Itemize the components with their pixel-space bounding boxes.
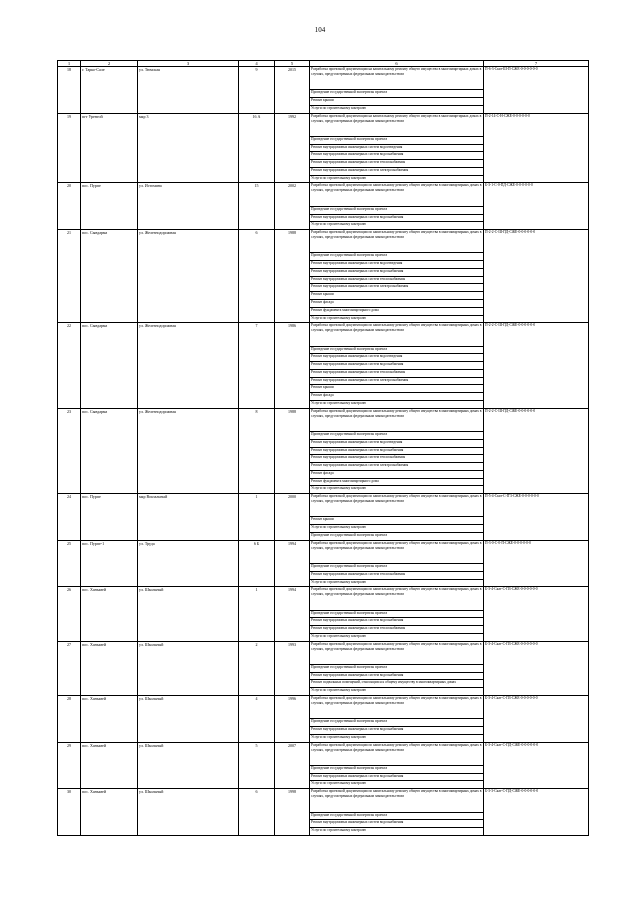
street-cell: ул. Истомина: [138, 183, 239, 230]
work-type-cell: Ремонт крыши: [310, 385, 484, 393]
work-type-cell: Ремонт внутридомовых инженерных систем водоснабжения: [310, 268, 484, 276]
work-type-cell: Разработка проектной документации на капитальному ремонту общего имущества в многоквартирных домах в случаях, предусмотренных федеральным законодательством: [310, 67, 484, 90]
house-number-cell: 1: [239, 587, 275, 641]
settlement-cell: пгт Уренгой: [81, 113, 138, 183]
house-number-cell: 1: [239, 494, 275, 541]
work-type-cell: Ремонт фундамента многоквартирного дома: [310, 307, 484, 315]
house-number-cell: 2: [239, 641, 275, 695]
work-type-cell: Услуги по строительному контролю: [310, 315, 484, 323]
work-type-cell: Разработка проектной документации по капитальному ремонту общего имущества в многоквартирных домах в случаях, предусмотренных федеральным законодательством: [310, 641, 484, 664]
column-number: 5: [275, 61, 310, 67]
work-type-cell: Ремонт внутридомовых инженерных систем электроснабжения: [310, 284, 484, 292]
work-type-cell: Услуги по строительному контролю: [310, 105, 484, 113]
settlement-cell: пос. Ханымей: [81, 641, 138, 695]
settlement-cell: пос. Сывдарма: [81, 408, 138, 493]
work-type-cell: Ремонт фасада: [310, 299, 484, 307]
year-cell: 2000: [275, 494, 310, 541]
column-number: 4: [239, 61, 275, 67]
street-cell: ул. Железнодорожная: [138, 230, 239, 323]
column-number: 7: [484, 61, 589, 67]
capital-repair-register-table: [57, 60, 588, 834]
table-row: [58, 494, 589, 517]
work-type-cell: Услуги по строительному контролю: [310, 828, 484, 836]
work-type-cell: Услуги по строительному контролю: [310, 781, 484, 789]
house-number-cell: 6: [239, 789, 275, 836]
work-type-cell: Ремонт внутридомовых инженерных систем водоснабжения: [310, 618, 484, 626]
work-type-cell: Услуги по строительному контролю: [310, 486, 484, 494]
work-type-cell: Проведение государственной экспертизы проекта: [310, 346, 484, 354]
work-type-cell: Услуги по строительному контролю: [310, 400, 484, 408]
work-type-cell: Разработка проектной документации по капитальному ремонту общего имущества в многоквартирных домах в случаях, предусмотренных федеральным законодательством: [310, 587, 484, 610]
row-number: 25: [58, 540, 81, 587]
settlement-cell: пос. Пурпе: [81, 183, 138, 230]
work-type-cell: Ремонт внутридомовых инженерных систем водоотведения: [310, 261, 484, 269]
street-cell: ул. Тюмская: [138, 67, 239, 114]
work-type-cell: Ремонт внутридомовых инженерных систем водоотведения: [310, 144, 484, 152]
work-type-cell: Ремонт крыши: [310, 98, 484, 106]
work-type-cell: Ремонт внутридомовых инженерных систем водоснабжения: [310, 214, 484, 222]
work-type-cell: Разработка проектной документации по капитальному ремонту общего имущества в многоквартирных домах в случаях, предусмотренных федеральным законодательством: [310, 183, 484, 206]
house-number-cell: 6 Б: [239, 540, 275, 587]
row-number: 30: [58, 789, 81, 836]
work-type-cell: Разработка проектной документации по капитальному ремонту общего имущества в многоквартирных домах в случаях, предусмотренных федеральным законодательством: [310, 323, 484, 346]
house-code-cell: П-2-2-С-Ш-ПД-СЖЕ-0-0-0-0-0-0: [484, 230, 589, 323]
house-code-cell: Б-3-1-С-0-ПД-СЖЕ-0-0-0-0-0-0: [484, 183, 589, 230]
house-code-cell: П-6-3-Скат-Ш-П-СЖЕ-0-0-0-0-0-0: [484, 67, 589, 114]
work-type-cell: Проведение государственной экспертизы проекта: [310, 431, 484, 439]
work-type-cell: Разработка проектной документации по капитальному ремонту общего имущества в многоквартирных домах в случаях, предусмотренных федеральным законодательством: [310, 742, 484, 765]
year-cell: 1996: [275, 696, 310, 743]
work-type-cell: Проведение государственной экспертизы проекта: [310, 719, 484, 727]
work-type-cell: Проведение государственной экспертизы проекта: [310, 765, 484, 773]
table-row: [58, 67, 589, 90]
year-cell: 1993: [275, 641, 310, 695]
work-type-cell: Ремонт подвальных помещений, относящихся к общему имуществу в многоквартирных домах: [310, 680, 484, 688]
work-type-cell: Ремонт внутридомовых инженерных систем электроснабжения: [310, 463, 484, 471]
work-type-cell: Проведение государственной экспертизы проекта: [310, 532, 484, 540]
house-code-cell: Б-3-4-Скат-С-ПЗ-СЖЕ-0-0-0-0-0-0: [484, 641, 589, 695]
table-row: [58, 742, 589, 765]
work-type-cell: Разработка проектной документации на капитальному ремонту общего имущества в многоквартирных домах в случаях, предусмотренных федеральным законодательством: [310, 113, 484, 136]
house-number-cell: 4: [239, 696, 275, 743]
row-number: 18: [58, 67, 81, 114]
table-row: [58, 587, 589, 610]
year-cell: 1988: [275, 230, 310, 323]
table-row: [58, 696, 589, 719]
work-type-cell: Разработка проектной документации по капитальному ремонту общего имущества в многоквартирных домах в случаях, предусмотренных федеральным законодательством: [310, 540, 484, 563]
work-type-cell: Услуги по строительному контролю: [310, 222, 484, 230]
row-number: 27: [58, 641, 81, 695]
row-number: 26: [58, 587, 81, 641]
column-number: 6: [310, 61, 484, 67]
house-number-cell: 7: [239, 323, 275, 408]
table-row: [58, 230, 589, 253]
work-type-cell: Услуги по строительному контролю: [310, 579, 484, 587]
year-cell: 1994: [275, 540, 310, 587]
work-type-cell: Ремонт внутридомовых инженерных систем водоснабжения: [310, 820, 484, 828]
table-row: [58, 641, 589, 664]
work-type-cell: Услуги по строительному контролю: [310, 734, 484, 742]
work-type-cell: Ремонт внутридомовых инженерных систем водоснабжения: [310, 447, 484, 455]
settlement-cell: пос. Пурпе: [81, 494, 138, 541]
work-type-cell: Ремонт внутридомовых инженерных систем теплоснабжения: [310, 369, 484, 377]
table-row: [58, 183, 589, 206]
house-number-cell: 9: [239, 67, 275, 114]
settlement-cell: пос. Сывдарма: [81, 323, 138, 408]
page-number: 104: [314, 26, 326, 34]
work-type-cell: Разработка проектной документации по капитальному ремонту общего имущества в многоквартирных домах в случаях, предусмотренных федеральным законодательством: [310, 408, 484, 431]
work-type-cell: Ремонт крыши: [310, 292, 484, 300]
work-type-cell: Ремонт внутридомовых инженерных систем электроснабжения: [310, 377, 484, 385]
work-type-cell: Ремонт внутридомовых инженерных систем теплоснабжения: [310, 626, 484, 634]
house-code-cell: Б-3-4-Скат-С-ПЗ-СЖЕ-0-0-0-0-0-0: [484, 587, 589, 641]
house-code-cell: Б-3-4-Скат-С-ПЗ-СЖЕ-0-0-0-0-0-0: [484, 696, 589, 743]
house-number-cell: 6: [239, 230, 275, 323]
house-code-cell: П-2-2-С-Ш-ПД-СЖЕ-0-0-0-0-0-0: [484, 408, 589, 493]
house-code-cell: П-2-2-С-Ш-ПД-СЖЕ-0-0-0-0-0-0: [484, 323, 589, 408]
settlement-cell: пос. Ханымей: [81, 696, 138, 743]
house-code-cell: П-5-4-Скат-С-П'3-СЖЕ-0-0-0-0-0-0: [484, 494, 589, 541]
street-cell: ул. Школьный: [138, 587, 239, 641]
work-type-cell: Услуги по строительному контролю: [310, 688, 484, 696]
house-code-cell: П-2-14-С-Н-СЖЕ-0-0-0-0-0-0: [484, 113, 589, 183]
work-type-cell: Ремонт крыши: [310, 517, 484, 525]
street-cell: ул. Школьный: [138, 789, 239, 836]
work-type-cell: Проведение государственной экспертизы проекта: [310, 664, 484, 672]
row-number: 20: [58, 183, 81, 230]
work-type-cell: Разработка проектной документации по капитальному ремонту общего имущества в многоквартирных домах в случаях, предусмотренных федеральным законодательством: [310, 494, 484, 517]
work-type-cell: Ремонт фасада: [310, 470, 484, 478]
house-number-cell: 8: [239, 408, 275, 493]
house-number-cell: 5: [239, 742, 275, 789]
house-code-cell: П-3-0-С-0-П-СЖЕ-0-0-0-0-0-0: [484, 540, 589, 587]
year-cell: 1994: [275, 587, 310, 641]
work-type-cell: Услуги по строительному контролю: [310, 633, 484, 641]
street-cell: мкр 3: [138, 113, 239, 183]
row-number: 28: [58, 696, 81, 743]
work-type-cell: Проведение государственной экспертизы проекта: [310, 90, 484, 98]
year-cell: 2002: [275, 183, 310, 230]
work-type-cell: Проведение государственной экспертизы проекта: [310, 610, 484, 618]
settlement-cell: пос. Сывдарма: [81, 230, 138, 323]
house-code-cell: Б-3-4-Скат-С-ПД-СЖЕ-0-0-0-0-0-0: [484, 742, 589, 789]
work-type-cell: Ремонт внутридомовых инженерных систем водоснабжения: [310, 727, 484, 735]
street-cell: ул. Железнодорожная: [138, 408, 239, 493]
settlement-cell: пос. Ханымей: [81, 742, 138, 789]
settlement-cell: г. Тарко-Сале: [81, 67, 138, 114]
street-cell: ул. Школьный: [138, 641, 239, 695]
column-number: 3: [138, 61, 239, 67]
year-cell: 1986: [275, 323, 310, 408]
work-type-cell: Ремонт фасада: [310, 393, 484, 401]
street-cell: ул. Труда: [138, 540, 239, 587]
work-type-cell: Проведение государственной экспертизы проекта: [310, 253, 484, 261]
register-body: [58, 67, 589, 836]
work-type-cell: Ремонт внутридомовых инженерных систем водоотведения: [310, 439, 484, 447]
work-type-cell: Ремонт внутридомовых инженерных систем теплоснабжения: [310, 455, 484, 463]
table-row: [58, 408, 589, 431]
row-number: 22: [58, 323, 81, 408]
work-type-cell: Проведение государственной экспертизы проекта: [310, 564, 484, 572]
work-type-cell: Проведение государственной экспертизы проекта: [310, 206, 484, 214]
work-type-cell: Ремонт внутридомовых инженерных систем водоснабжения: [310, 362, 484, 370]
work-type-cell: Проведение государственной экспертизы проекта: [310, 812, 484, 820]
year-cell: 1988: [275, 408, 310, 493]
table-row: [58, 113, 589, 136]
year-cell: 2007: [275, 742, 310, 789]
house-code-cell: Б-3-3-Скат-С-ПД-СЖЕ-0-0-0-0-0-0: [484, 789, 589, 836]
work-type-cell: Ремонт внутридомовых инженерных систем теплоснабжения: [310, 276, 484, 284]
row-number: 23: [58, 408, 81, 493]
column-number: 2: [81, 61, 138, 67]
row-number: 19: [58, 113, 81, 183]
year-cell: 2015: [275, 67, 310, 114]
table-row: [58, 540, 589, 563]
year-cell: 1998: [275, 789, 310, 836]
street-cell: мкр Вокзальный: [138, 494, 239, 541]
work-type-cell: Разработка проектной документации по капитальному ремонту общего имущества в многоквартирных домах в случаях, предусмотренных федеральным законодательством: [310, 696, 484, 719]
work-type-cell: Ремонт фундамента многоквартирного дома: [310, 478, 484, 486]
work-type-cell: Ремонт внутридомовых инженерных систем теплоснабжения: [310, 160, 484, 168]
work-type-cell: Ремонт внутридомовых инженерных систем водоотведения: [310, 354, 484, 362]
settlement-cell: пос. Пурпе-1: [81, 540, 138, 587]
street-cell: ул. Железнодорожная: [138, 323, 239, 408]
house-number-cell: 16 А: [239, 113, 275, 183]
work-type-cell: Услуги по строительному контролю: [310, 525, 484, 533]
settlement-cell: пос. Ханымей: [81, 587, 138, 641]
work-type-cell: Разработка проектной документации по капитальному ремонту общего имущества в многоквартирных домах в случаях, предусмотренных федеральным законодательством: [310, 789, 484, 812]
settlement-cell: пос. Ханымей: [81, 789, 138, 836]
work-type-cell: Проведение государственной экспертизы проекта: [310, 136, 484, 144]
work-type-cell: Услуги по строительному контролю: [310, 175, 484, 183]
column-number: 1: [58, 61, 81, 67]
work-type-cell: Ремонт внутридомовых инженерных систем электроснабжения: [310, 167, 484, 175]
street-cell: ул. Школьный: [138, 742, 239, 789]
row-number: 29: [58, 742, 81, 789]
work-type-cell: Ремонт внутридомовых инженерных систем водоснабжения: [310, 152, 484, 160]
table-row: [58, 789, 589, 812]
work-type-cell: Разработка проектной документации по капитальному ремонту общего имущества в многоквартирных домах в случаях, предусмотренных федеральным законодательством: [310, 230, 484, 253]
work-type-cell: Ремонт внутридомовых инженерных систем водоснабжения: [310, 672, 484, 680]
row-number: 24: [58, 494, 81, 541]
year-cell: 1992: [275, 113, 310, 183]
table-row: [58, 323, 589, 346]
work-type-cell: Ремонт внутридомовых инженерных систем теплоснабжения: [310, 571, 484, 579]
row-number: 21: [58, 230, 81, 323]
house-number-cell: 15: [239, 183, 275, 230]
work-type-cell: Ремонт внутридомовых инженерных систем водоснабжения: [310, 773, 484, 781]
street-cell: ул. Школьный: [138, 696, 239, 743]
